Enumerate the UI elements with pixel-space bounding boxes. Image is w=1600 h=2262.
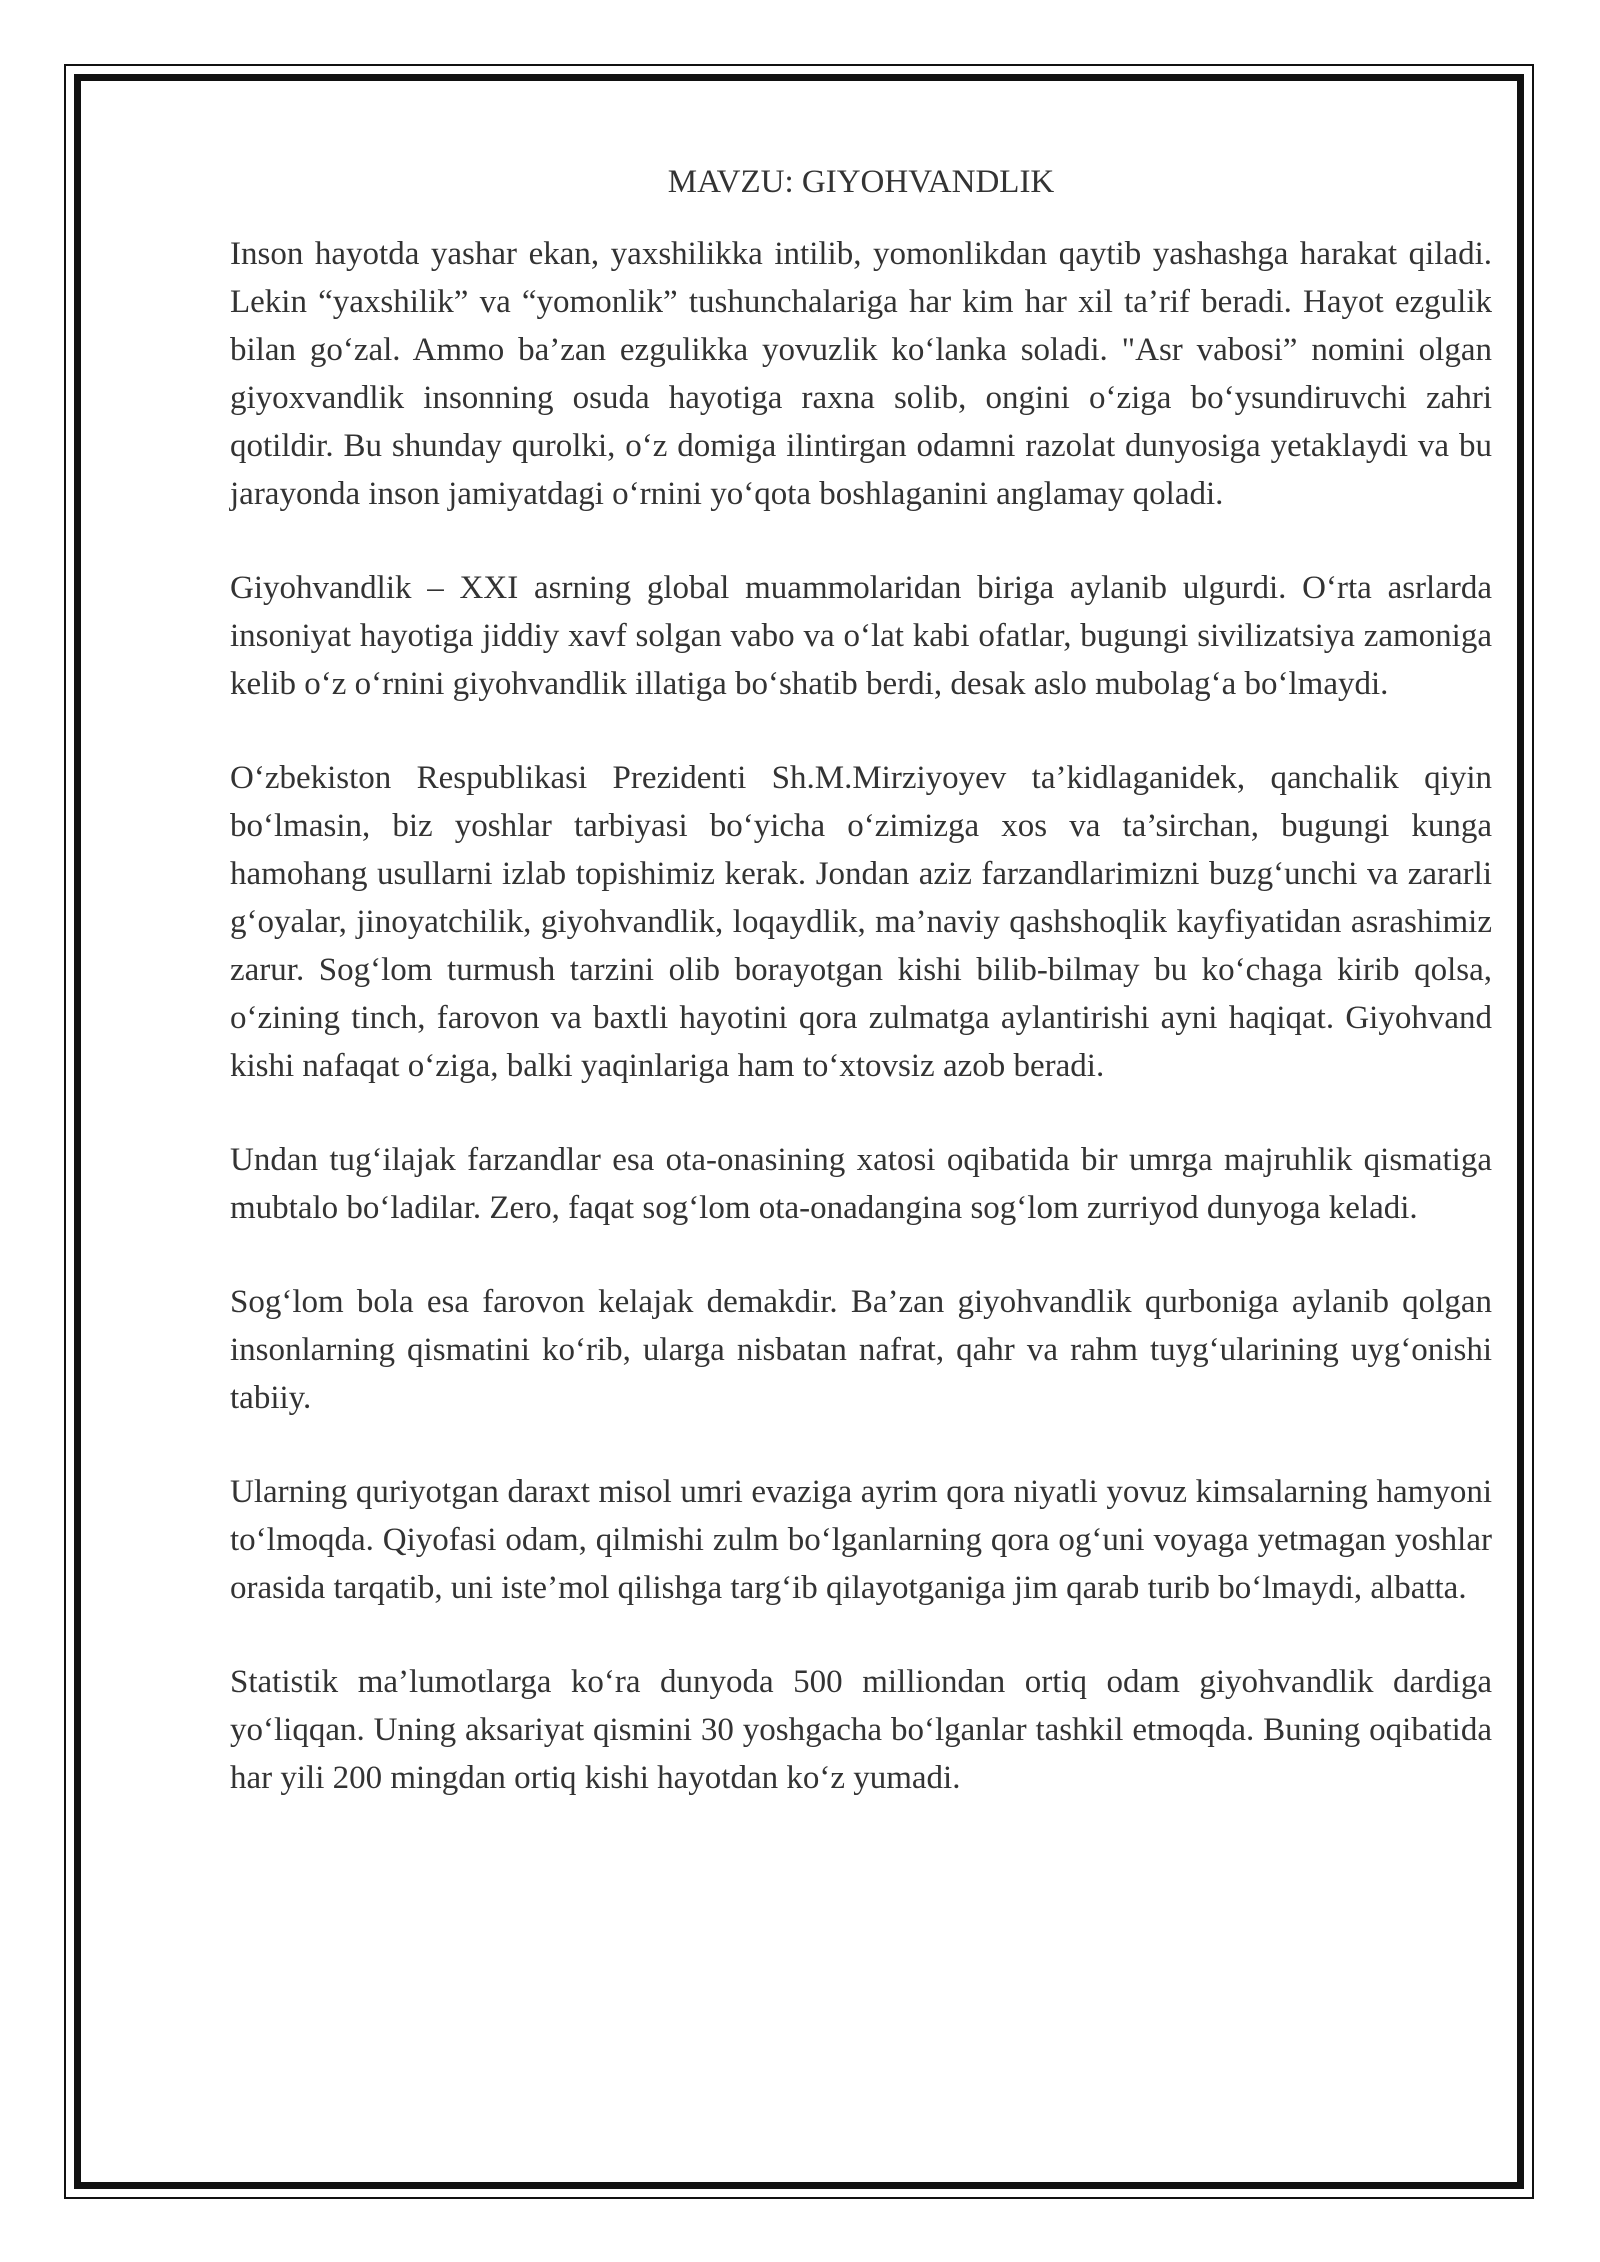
- paragraph: Undan tug‘ilajak farzandlar esa ota-onasining xatosi oqibatida bir umrga majruhlik qismatiga mubtalo bo‘ladilar. Zero, faqat sog‘lom ota-onadangina sog‘lom zurriyod dunyoga keladi.: [230, 1142, 1492, 1226]
- document-title: MAVZU: GIYOHVANDLIK: [667, 164, 1055, 200]
- paragraph: O‘zbekiston Respublikasi Prezidenti Sh.M.Mirziyoyev ta’kidlaganidek, qanchalik qiyin bo‘lmasin, biz yoshlar tarbiyasi bo‘yicha o‘zimizga xos va ta’sirchan, bugungi kunga hamohang usullarni izlab topishimiz kerak. Jondan aziz farzandlarimizni buzg‘unchi va zararli g‘oyalar, jinoyatchilik, giyohvandlik, loqaydlik, ma’naviy qashshoqlik kayfiyatidan asrashimiz zarur. Sog‘lom turmush tarzini olib borayotgan kishi bilib-bilmay bu ko‘chaga kirib qolsa, o‘zining tinch, farovon va baxtli hayotini qora zulmatga aylantirishi ayni haqiqat. Giyohvand kishi nafaqat o‘ziga, balki yaqinlariga ham to‘xtovsiz azob beradi.: [230, 760, 1492, 1084]
- paragraph: Inson hayotda yashar ekan, yaxshilikka intilib, yomonlikdan qaytib yashashga harakat qiladi. Lekin “yaxshilik” va “yomonlik” tushunchalariga har kim har xil ta’rif beradi. Hayot ezgulik bilan go‘zal. Ammo ba’zan ezgulikka yovuzlik ko‘lanka soladi. "Asr vabosi” nomini olgan giyoxvandlik insonning osuda hayotiga raxna solib, ongini o‘ziga bo‘ysundiruvchi zahri qotildir. Bu shunday qurolki, o‘z domiga ilintirgan odamni razolat dunyosiga yetaklaydi va bu jarayonda inson jamiyatdagi o‘rnini yo‘qota boshlaganini anglamay qoladi.: [230, 236, 1492, 512]
- paragraph: Sog‘lom bola esa farovon kelajak demakdir. Ba’zan giyohvandlik qurboniga aylanib qolgan insonlarning qismatini ko‘rib, ularga nisbatan nafrat, qahr va rahm tuyg‘ularining uyg‘onishi tabiiy.: [230, 1284, 1492, 1416]
- document-body: [230, 158, 1492, 1848]
- paragraph: Giyohvandlik – XXI asrning global muammolaridan biriga aylanib ulgurdi. O‘rta asrlarda insoniyat hayotiga jiddiy xavf solgan vabo va o‘lat kabi ofatlar, bugungi sivilizatsiya zamoniga kelib o‘z o‘rnini giyohvandlik illatiga bo‘shatib berdi, desak aslo mubolag‘a bo‘lmaydi.: [230, 570, 1492, 702]
- paragraph: Ularning quriyotgan daraxt misol umri evaziga ayrim qora niyatli yovuz kimsalarning hamyoni to‘lmoqda. Qiyofasi odam, qilmishi zulm bo‘lganlarning qora og‘uni voyaga yetmagan yoshlar orasida tarqatib, uni iste’mol qilishga targ‘ib qilayotganiga jim qarab turib bo‘lmaydi, albatta.: [230, 1474, 1492, 1606]
- paragraph: Statistik ma’lumotlarga ko‘ra dunyoda 500 milliondan ortiq odam giyohvandlik dardiga yo‘liqqan. Uning aksariyat qismini 30 yoshgacha bo‘lganlar tashkil etmoqda. Buning oqibatida har yili 200 mingdan ortiq kishi hayotdan ko‘z yumadi.: [230, 1664, 1492, 1796]
